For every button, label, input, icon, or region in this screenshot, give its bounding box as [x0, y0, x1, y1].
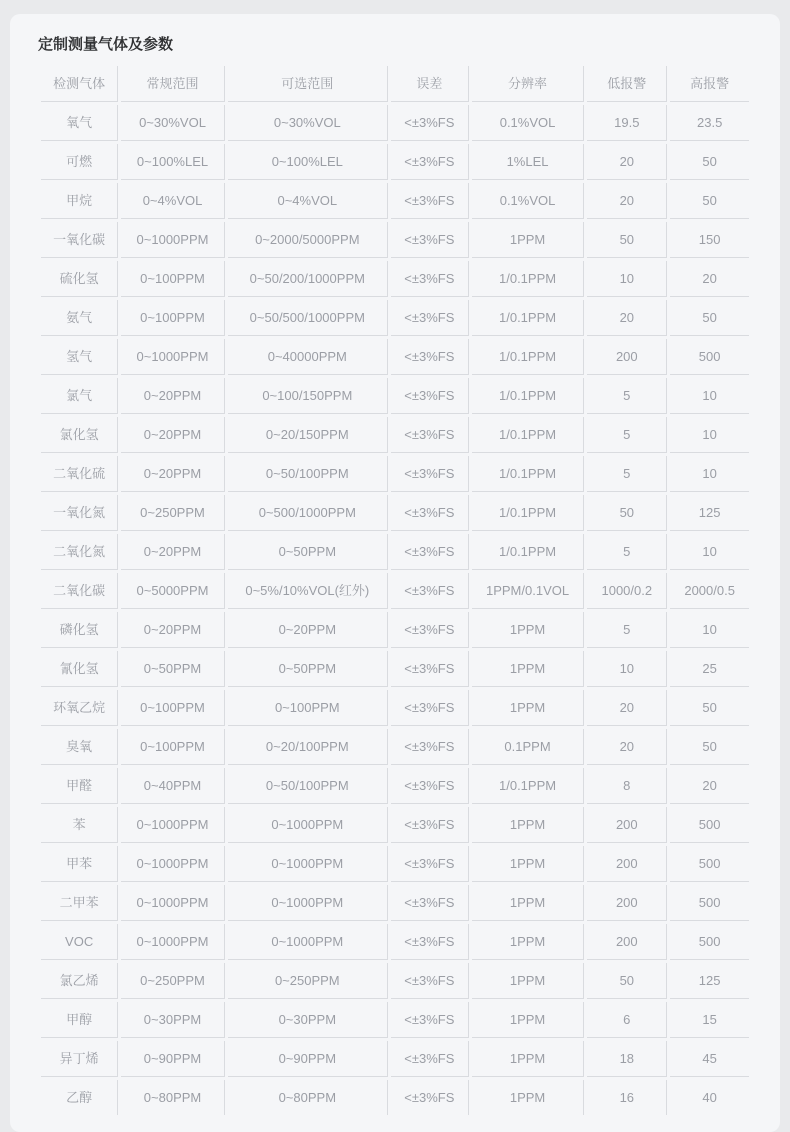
high-alarm-cell: 20 [670, 261, 749, 297]
gas-name-cell: 可燃 [41, 144, 118, 180]
low-alarm-cell: 6 [587, 1002, 667, 1038]
high-alarm-cell: 15 [670, 1002, 749, 1038]
table-row [41, 456, 749, 492]
normal-range-cell: 0~20PPM [121, 456, 225, 492]
table-row [41, 729, 749, 765]
resolution-cell: 1PPM [472, 612, 584, 648]
optional-range-cell: 0~50/100PPM [228, 768, 388, 804]
low-alarm-cell: 10 [587, 261, 667, 297]
optional-range-cell: 0~20/150PPM [228, 417, 388, 453]
normal-range-cell: 0~20PPM [121, 378, 225, 414]
resolution-cell: 1PPM [472, 963, 584, 999]
table-row [41, 885, 749, 921]
gas-name-cell: 一氧化碳 [41, 222, 118, 258]
error-cell: <±3%FS [391, 1002, 469, 1038]
low-alarm-cell: 16 [587, 1080, 667, 1115]
gas-name-cell: 氨气 [41, 300, 118, 336]
optional-range-cell: 0~20/100PPM [228, 729, 388, 765]
table-row [41, 222, 749, 258]
normal-range-cell: 0~30PPM [121, 1002, 225, 1038]
column-header-normal-range: 常规范围 [121, 66, 225, 102]
error-cell: <±3%FS [391, 300, 469, 336]
low-alarm-cell: 200 [587, 885, 667, 921]
table-row [41, 612, 749, 648]
table-row [41, 651, 749, 687]
resolution-cell: 1%LEL [472, 144, 584, 180]
low-alarm-cell: 5 [587, 378, 667, 414]
column-header-low-alarm: 低报警 [587, 66, 667, 102]
high-alarm-cell: 23.5 [670, 105, 749, 141]
table-row [41, 690, 749, 726]
low-alarm-cell: 5 [587, 534, 667, 570]
resolution-cell: 1/0.1PPM [472, 378, 584, 414]
gas-name-cell: 氢气 [41, 339, 118, 375]
table-row [41, 417, 749, 453]
table-row [41, 144, 749, 180]
normal-range-cell: 0~100%LEL [121, 144, 225, 180]
gas-name-cell: VOC [41, 924, 118, 960]
resolution-cell: 1PPM/0.1VOL [472, 573, 584, 609]
resolution-cell: 1PPM [472, 807, 584, 843]
error-cell: <±3%FS [391, 690, 469, 726]
high-alarm-cell: 45 [670, 1041, 749, 1077]
error-cell: <±3%FS [391, 924, 469, 960]
gas-name-cell: 氯乙烯 [41, 963, 118, 999]
table-row [41, 378, 749, 414]
normal-range-cell: 0~50PPM [121, 651, 225, 687]
high-alarm-cell: 10 [670, 378, 749, 414]
normal-range-cell: 0~20PPM [121, 534, 225, 570]
low-alarm-cell: 20 [587, 690, 667, 726]
table-row [41, 1002, 749, 1038]
resolution-cell: 0.1PPM [472, 729, 584, 765]
optional-range-cell: 0~100/150PPM [228, 378, 388, 414]
error-cell: <±3%FS [391, 534, 469, 570]
table-row [41, 534, 749, 570]
high-alarm-cell: 2000/0.5 [670, 573, 749, 609]
gas-parameters-table [38, 63, 752, 1118]
normal-range-cell: 0~4%VOL [121, 183, 225, 219]
column-header-error: 误差 [391, 66, 469, 102]
table-row [41, 261, 749, 297]
optional-range-cell: 0~30%VOL [228, 105, 388, 141]
resolution-cell: 1PPM [472, 222, 584, 258]
high-alarm-cell: 125 [670, 963, 749, 999]
low-alarm-cell: 200 [587, 807, 667, 843]
low-alarm-cell: 5 [587, 612, 667, 648]
resolution-cell: 1PPM [472, 885, 584, 921]
optional-range-cell: 0~50PPM [228, 651, 388, 687]
high-alarm-cell: 50 [670, 690, 749, 726]
resolution-cell: 1PPM [472, 690, 584, 726]
resolution-cell: 1PPM [472, 1041, 584, 1077]
table-row [41, 807, 749, 843]
resolution-cell: 1/0.1PPM [472, 456, 584, 492]
high-alarm-cell: 10 [670, 612, 749, 648]
error-cell: <±3%FS [391, 261, 469, 297]
low-alarm-cell: 5 [587, 417, 667, 453]
normal-range-cell: 0~1000PPM [121, 885, 225, 921]
high-alarm-cell: 500 [670, 924, 749, 960]
error-cell: <±3%FS [391, 1080, 469, 1115]
normal-range-cell: 0~1000PPM [121, 807, 225, 843]
normal-range-cell: 0~1000PPM [121, 846, 225, 882]
normal-range-cell: 0~20PPM [121, 417, 225, 453]
error-cell: <±3%FS [391, 885, 469, 921]
gas-name-cell: 氧气 [41, 105, 118, 141]
error-cell: <±3%FS [391, 573, 469, 609]
low-alarm-cell: 20 [587, 183, 667, 219]
optional-range-cell: 0~500/1000PPM [228, 495, 388, 531]
optional-range-cell: 0~100%LEL [228, 144, 388, 180]
gas-name-cell: 臭氧 [41, 729, 118, 765]
gas-name-cell: 环氧乙烷 [41, 690, 118, 726]
table-row [41, 183, 749, 219]
table-row [41, 768, 749, 804]
normal-range-cell: 0~30%VOL [121, 105, 225, 141]
gas-name-cell: 氰化氢 [41, 651, 118, 687]
table-header-row [41, 66, 749, 102]
gas-name-cell: 异丁烯 [41, 1041, 118, 1077]
normal-range-cell: 0~100PPM [121, 690, 225, 726]
low-alarm-cell: 5 [587, 456, 667, 492]
gas-name-cell: 乙醇 [41, 1080, 118, 1115]
resolution-cell: 1/0.1PPM [472, 339, 584, 375]
high-alarm-cell: 25 [670, 651, 749, 687]
low-alarm-cell: 50 [587, 963, 667, 999]
low-alarm-cell: 50 [587, 222, 667, 258]
normal-range-cell: 0~1000PPM [121, 924, 225, 960]
error-cell: <±3%FS [391, 846, 469, 882]
gas-name-cell: 氯气 [41, 378, 118, 414]
gas-name-cell: 苯 [41, 807, 118, 843]
high-alarm-cell: 10 [670, 417, 749, 453]
low-alarm-cell: 18 [587, 1041, 667, 1077]
table-row [41, 1080, 749, 1115]
error-cell: <±3%FS [391, 339, 469, 375]
low-alarm-cell: 10 [587, 651, 667, 687]
low-alarm-cell: 1000/0.2 [587, 573, 667, 609]
optional-range-cell: 0~1000PPM [228, 924, 388, 960]
gas-name-cell: 硫化氢 [41, 261, 118, 297]
error-cell: <±3%FS [391, 612, 469, 648]
error-cell: <±3%FS [391, 729, 469, 765]
optional-range-cell: 0~50/100PPM [228, 456, 388, 492]
optional-range-cell: 0~250PPM [228, 963, 388, 999]
high-alarm-cell: 40 [702, 1090, 717, 1105]
normal-range-cell: 0~250PPM [121, 963, 225, 999]
optional-range-cell: 0~90PPM [228, 1041, 388, 1077]
optional-range-cell: 0~40000PPM [228, 339, 388, 375]
high-alarm-cell: 50 [670, 729, 749, 765]
high-alarm-cell: 500 [670, 885, 749, 921]
low-alarm-cell: 20 [587, 300, 667, 336]
optional-range-cell: 0~4%VOL [228, 183, 388, 219]
column-header-optional-range: 可选范围 [228, 66, 388, 102]
resolution-cell: 0.1%VOL [472, 183, 584, 219]
low-alarm-cell: 19.5 [587, 105, 667, 141]
error-cell: <±3%FS [391, 768, 469, 804]
low-alarm-cell: 8 [587, 768, 667, 804]
error-cell: <±3%FS [391, 1041, 469, 1077]
optional-range-cell: 0~50/200/1000PPM [228, 261, 388, 297]
resolution-cell: 1/0.1PPM [472, 495, 584, 531]
optional-range-cell: 0~80PPM [228, 1080, 388, 1115]
high-alarm-cell: 125 [670, 495, 749, 531]
optional-range-cell: 0~5%/10%VOL(红外) [228, 573, 388, 609]
error-cell: <±3%FS [391, 183, 469, 219]
normal-range-cell: 0~100PPM [121, 300, 225, 336]
optional-range-cell: 0~1000PPM [228, 885, 388, 921]
optional-range-cell: 0~30PPM [228, 1002, 388, 1038]
table-row [41, 300, 749, 336]
table-row [41, 924, 749, 960]
normal-range-cell: 0~40PPM [121, 768, 225, 804]
table-row [41, 105, 749, 141]
optional-range-cell: 0~2000/5000PPM [228, 222, 388, 258]
error-cell: <±3%FS [391, 144, 469, 180]
high-alarm-cell: 500 [670, 339, 749, 375]
error-cell: <±3%FS [391, 963, 469, 999]
high-alarm-cell: 500 [670, 807, 749, 843]
resolution-cell: 1PPM [472, 1002, 584, 1038]
resolution-cell: 1/0.1PPM [472, 261, 584, 297]
section-title: 定制测量气体及参数 [38, 36, 174, 53]
gas-name-cell: 甲醇 [41, 1002, 118, 1038]
table-row [41, 339, 749, 375]
gas-name-cell: 二氧化碳 [41, 573, 118, 609]
normal-range-cell: 0~1000PPM [121, 339, 225, 375]
error-cell: <±3%FS [391, 651, 469, 687]
error-cell: <±3%FS [391, 495, 469, 531]
low-alarm-cell: 200 [587, 339, 667, 375]
optional-range-cell: 0~50/500/1000PPM [228, 300, 388, 336]
high-alarm-cell: 10 [670, 534, 749, 570]
normal-range-cell: 0~100PPM [121, 261, 225, 297]
low-alarm-cell: 200 [587, 924, 667, 960]
high-alarm-cell: 10 [670, 456, 749, 492]
gas-name-cell: 甲醛 [41, 768, 118, 804]
low-alarm-cell: 20 [587, 144, 667, 180]
normal-range-cell: 0~20PPM [121, 612, 225, 648]
resolution-cell: 1PPM [472, 924, 584, 960]
resolution-cell: 0.1%VOL [472, 105, 584, 141]
normal-range-cell: 0~90PPM [121, 1041, 225, 1077]
error-cell: <±3%FS [391, 417, 469, 453]
table-row [41, 963, 749, 999]
optional-range-cell: 0~1000PPM [228, 846, 388, 882]
column-header-gas: 检测气体 [41, 66, 118, 102]
high-alarm-cell: 20 [670, 768, 749, 804]
resolution-cell: 1/0.1PPM [472, 417, 584, 453]
error-cell: <±3%FS [391, 378, 469, 414]
resolution-cell: 1PPM [472, 1080, 584, 1115]
gas-name-cell: 二甲苯 [41, 885, 118, 921]
gas-name-cell: 甲烷 [41, 183, 118, 219]
table-row [41, 846, 749, 882]
high-alarm-cell: 150 [670, 222, 749, 258]
normal-range-cell: 0~80PPM [121, 1080, 225, 1115]
low-alarm-cell: 20 [587, 729, 667, 765]
resolution-cell: 1PPM [472, 846, 584, 882]
gas-name-cell: 二氧化硫 [41, 456, 118, 492]
resolution-cell: 1/0.1PPM [472, 768, 584, 804]
error-cell: <±3%FS [391, 105, 469, 141]
resolution-cell: 1PPM [472, 651, 584, 687]
normal-range-cell: 0~5000PPM [121, 573, 225, 609]
gas-name-cell: 二氧化氮 [41, 534, 118, 570]
high-alarm-cell: 50 [670, 144, 749, 180]
error-cell: <±3%FS [391, 807, 469, 843]
resolution-cell: 1/0.1PPM [472, 300, 584, 336]
optional-range-cell: 0~1000PPM [228, 807, 388, 843]
normal-range-cell: 0~100PPM [121, 729, 225, 765]
table-row [41, 1041, 749, 1077]
column-header-resolution: 分辨率 [472, 66, 584, 102]
optional-range-cell: 0~50PPM [228, 534, 388, 570]
low-alarm-cell: 200 [587, 846, 667, 882]
error-cell: <±3%FS [391, 222, 469, 258]
gas-parameters-card [10, 14, 780, 1132]
error-cell: <±3%FS [391, 456, 469, 492]
resolution-cell: 1/0.1PPM [472, 534, 584, 570]
normal-range-cell: 0~250PPM [121, 495, 225, 531]
low-alarm-cell: 50 [587, 495, 667, 531]
gas-name-cell: 一氧化氮 [41, 495, 118, 531]
table-row [41, 495, 749, 531]
high-alarm-cell: 500 [670, 846, 749, 882]
optional-range-cell: 0~100PPM [228, 690, 388, 726]
column-header-high-alarm: 高报警 [670, 66, 749, 102]
table-row [41, 573, 749, 609]
normal-range-cell: 0~1000PPM [121, 222, 225, 258]
high-alarm-cell: 50 [670, 183, 749, 219]
gas-name-cell: 氯化氢 [41, 417, 118, 453]
high-alarm-cell: 50 [670, 300, 749, 336]
gas-name-cell: 磷化氢 [41, 612, 118, 648]
gas-name-cell: 甲苯 [41, 846, 118, 882]
optional-range-cell: 0~20PPM [228, 612, 388, 648]
